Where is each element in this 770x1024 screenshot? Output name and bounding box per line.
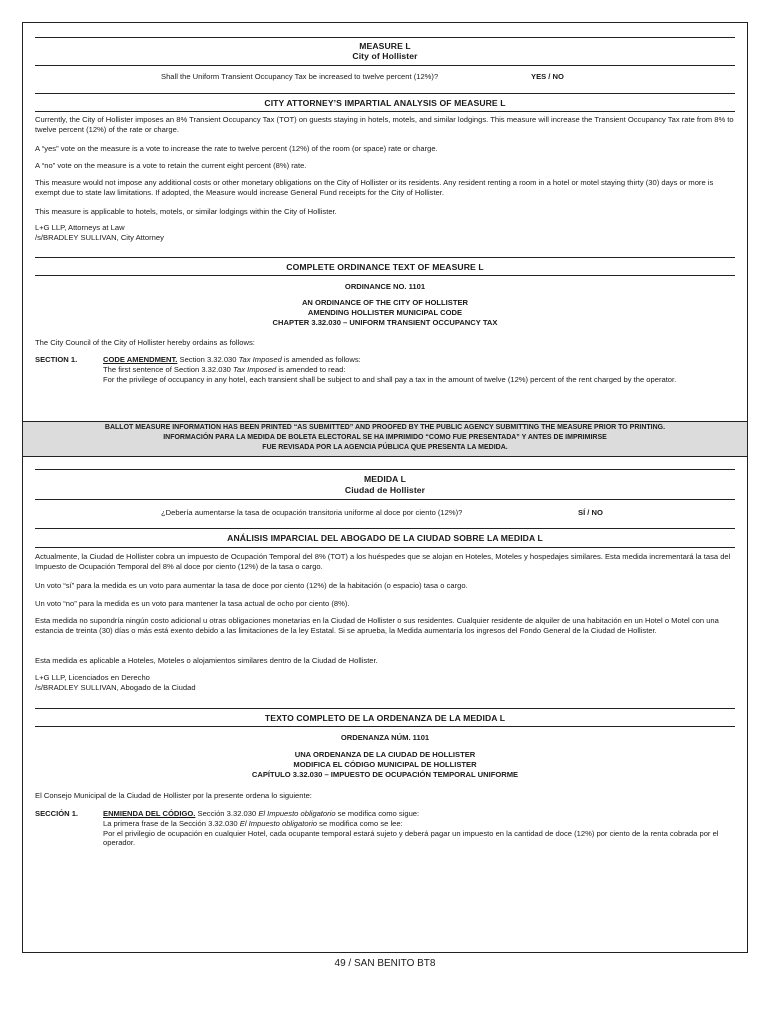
section-text: se modifica como sigue: [335,809,420,818]
section-text-italic: El Impuesto obligatorio [258,809,336,818]
ballot-question: Shall the Uniform Transient Occupancy Tax be increased to twelve percent (12%)? [161,72,439,81]
divider [35,111,735,112]
ordinance-title-line: CAPÍTULO 3.32.030 – IMPUESTO DE OCUPACIÓN TEMPORAL UNIFORME [251,770,519,779]
section-text-italic: Tax Imposed [233,364,277,374]
measure-subtitle: Ciudad de Hollister [344,485,426,495]
section-text: is amended to read: [276,364,346,374]
analysis-paragraph: A “no” vote on the measure is a vote to retain the current eight percent (8%) rate. [35,161,307,170]
ballot-question: ¿Debería aumentarse la tasa de ocupación transitoria uniforme al doce por ciento (12%)? [161,508,463,517]
printing-notice [23,421,747,457]
section-text: Sección 3.32.030 [195,809,259,818]
measure-subtitle: City of Hollister [352,51,418,61]
divider [35,708,735,709]
page-footer: 49 / SAN BENITO BT8 [334,958,436,969]
divider [35,93,735,94]
ordains-text: The City Council of the City of Hollister hereby ordains as follows: [35,338,255,347]
divider [35,275,735,276]
ordinance-title-line: AMENDING HOLLISTER MUNICIPAL CODE [307,308,463,317]
ordinance-title-line: AN ORDINANCE OF THE CITY OF HOLLISTER [301,298,469,307]
analysis-heading: ANÁLISIS IMPARCIAL DEL ABOGADO DE LA CIUDAD SOBRE LA MEDIDA L [227,533,543,543]
analysis-paragraph: Actualmente, la Ciudad de Hollister cobra un impuesto de Ocupación Temporal del 8% (TOT) a los huéspedes que se alojan en Hoteles, Moteles y hospedajes similares. Esta medida incrementará la tasa del Impuesto de Ocupación Temporal del 8% al doce por ciento (12%) de la tasa o cargo. [35,552,731,571]
section-text-italic: El Impuesto obligatorio [239,818,318,828]
section-text-italic: Tax Imposed [238,355,282,364]
section-text: Section 3.32.030 [177,355,239,364]
section-text: is amended as follows: [281,355,361,364]
section-text: Por el privilegio de ocupación en cualquier Hotel, cada ocupante temporal estará sujeto y deberá pagar un impuesto en la cantidad de doce (12%) por ciento de la renta cobrada por el operador. [103,828,719,848]
analysis-paragraph: Un voto “sí” para la medida es un voto para aumentar la tasa de doce por ciento (12%) de la habitación (o espacio) tasa o cargo. [35,581,468,590]
measure-title: MEASURE L [359,41,411,51]
ballot-answer: YES / NO [531,72,564,81]
section-label: SECCIÓN 1. [35,809,79,818]
divider [35,65,735,66]
divider [35,499,735,500]
ordinance-heading: COMPLETE ORDINANCE TEXT OF MEASURE L [286,262,484,272]
divider [35,37,735,38]
analysis-paragraph: This measure is applicable to hotels, motels, or similar lodgings within the City of Hollister. [35,207,337,216]
signature-line: L+G LLP, Licenciados en Derecho [35,673,150,682]
ordinance-title-line: MODIFICA EL CÓDIGO MUNICIPAL DE HOLLISTER [293,760,477,769]
analysis-paragraph: Esta medida no supondría ningún costo adicional u otras obligaciones monetarias en la Ciudad de Hollister o sus residentes. Cualquier residente de alquiler de una habitación en un Hotel o Motel con una estancia de treinta (30) días o más está exento debido a las limitaciones de la ley Estatal. Si se aprueba, la Medida aumentaría los ingresos del Fondo General de la Ciudad de Hollister. [35,616,719,635]
section-label: SECTION 1. [35,355,78,364]
divider [35,528,735,529]
ordinance-title-line: CHAPTER 3.32.030 – UNIFORM TRANSIENT OCCUPANCY TAX [272,318,498,327]
measure-title: MEDIDA L [363,474,406,484]
section-heading: CODE AMENDMENT. [103,355,178,364]
divider [35,257,735,258]
section-body [103,809,735,848]
section-heading: ENMIENDA DEL CÓDIGO. [103,809,196,818]
ordinance-heading: TEXTO COMPLETO DE LA ORDENANZA DE LA MEDIDA L [264,713,506,723]
analysis-paragraph: This measure would not impose any additional costs or other monetary obligations on the City of Hollister or its residents. Any resident renting a room in a hotel or motel staying thirty (30) days or more is exempt due to state law limitations. If adopted, the Measure would increase General Fund receipts for the City of Hollister. [35,178,714,197]
divider [35,726,735,727]
section-body [103,355,735,384]
page-frame [22,22,748,953]
notice-line: BALLOT MEASURE INFORMATION HAS BEEN PRINTED “AS SUBMITTED” AND PROOFED BY THE PUBLIC AGENCY SUBMITTING THE MEASURE PRIOR TO PRINTING. [104,424,666,431]
notice-line: FUE REVISADA POR LA AGENCIA PÚBLICA QUE PRESENTA LA MEDIDA. [262,444,508,451]
analysis-paragraph: Esta medida es aplicable a Hoteles, Moteles o alojamientos similares dentro de la Ciudad de Hollister. [35,656,378,665]
ordinance-number: ORDENANZA NÚM. 1101 [340,733,430,742]
section-text: For the privilege of occupancy in any hotel, each transient shall be subject to and shall pay a tax in the amount of twelve (12%) percent of the rent charged by the operator. [103,374,677,384]
ordinance-number: ORDINANCE NO. 1101 [344,282,426,291]
analysis-paragraph: A “yes” vote on the measure is a vote to increase the rate to twelve percent (12%) of the room (or space) rate or charge. [35,144,438,153]
section-text: se modifica como se lee: [317,818,403,828]
signature-line: /s/BRADLEY SULLIVAN, Abogado de la Ciudad [35,683,196,692]
analysis-paragraph: Un voto “no” para la medida es un voto para mantener la tasa actual de ocho por ciento (8%). [35,599,350,608]
notice-line: INFORMACIÓN PARA LA MEDIDA DE BOLETA ELECTORAL SE HA IMPRIMIDO “COMO FUE PRESENTADA” Y ANTES DE IMPRIMIRSE [163,434,607,441]
analysis-paragraph: Currently, the City of Hollister imposes an 8% Transient Occupancy Tax (TOT) on guests staying in hotels, motels, and similar lodgings. This measure will increase the Transient Occupancy Tax rate from 8% to twelve percent (12%) of the rate or charge. [35,115,734,134]
section-text: La primera frase de la Sección 3.32.030 [103,818,240,828]
signature-line: L+G LLP, Attorneys at Law [35,223,125,232]
divider [35,469,735,470]
analysis-heading: CITY ATTORNEY’S IMPARTIAL ANALYSIS OF MEASURE L [264,98,506,108]
ballot-answer: SÍ / NO [578,508,603,517]
section-text: The first sentence of Section 3.32.030 [103,364,234,374]
ordinance-title-line: UNA ORDENANZA DE LA CIUDAD DE HOLLISTER [294,750,476,759]
ordains-text: El Consejo Municipal de la Ciudad de Hollister por la presente ordena lo siguiente: [35,791,312,800]
divider [35,547,735,548]
signature-line: /s/BRADLEY SULLIVAN, City Attorney [35,233,164,242]
